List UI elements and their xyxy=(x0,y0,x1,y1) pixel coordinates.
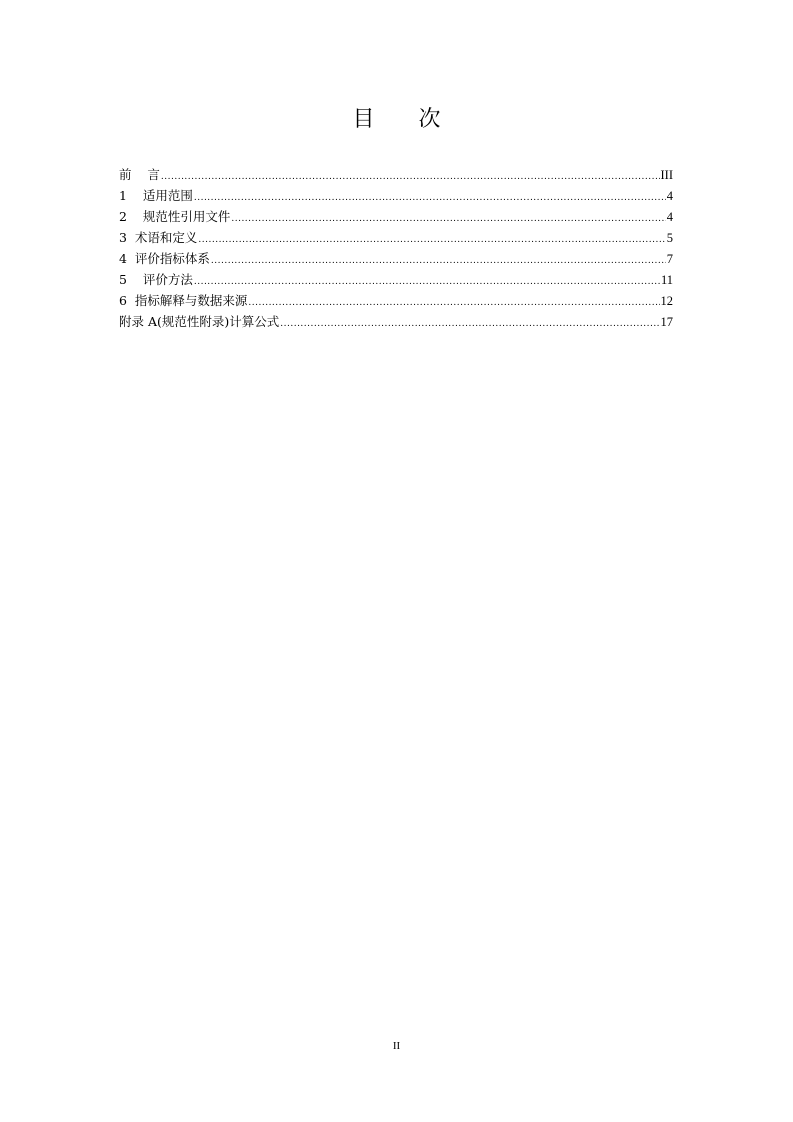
toc-entry-indicator-explanation[interactable] xyxy=(119,290,673,311)
toc-entry-preface[interactable] xyxy=(119,164,673,185)
toc-dot-leader xyxy=(194,188,666,209)
toc-dot-leader xyxy=(198,230,665,251)
toc-entry-page: 11 xyxy=(660,273,673,287)
toc-entry-label: 附录 A(规范性附录)计算公式 xyxy=(119,314,280,329)
toc-title-char-2: 次 xyxy=(418,107,441,132)
toc-dot-leader xyxy=(280,314,659,335)
toc-entry-page: 5 xyxy=(666,231,673,245)
toc-entry-page: 12 xyxy=(660,294,673,308)
toc-entry-evaluation-method[interactable] xyxy=(119,269,673,290)
toc-entry-label: 前 言 xyxy=(119,167,160,182)
toc-entry-label: 2 规范性引用文件 xyxy=(119,209,231,224)
toc-entry-scope[interactable] xyxy=(119,185,673,206)
toc-entry-page: 4 xyxy=(666,189,673,203)
toc-entry-terms-definitions[interactable] xyxy=(119,227,673,248)
toc-entry-label: 5 评价方法 xyxy=(119,272,193,287)
footer-page-number: II xyxy=(392,1040,401,1052)
toc-entry-indicator-system[interactable] xyxy=(119,248,673,269)
toc-entry-appendix-a[interactable] xyxy=(119,311,673,332)
toc-entry-page: 17 xyxy=(660,315,673,329)
toc-entry-page: 4 xyxy=(666,210,673,224)
toc-entry-label: 4 评价指标体系 xyxy=(119,251,210,266)
toc-dot-leader xyxy=(211,251,666,272)
toc-title-char-1: 目 xyxy=(352,107,375,132)
toc-entry-page: 7 xyxy=(666,252,673,266)
toc-dot-leader xyxy=(161,167,660,188)
toc-entry-label: 3 术语和定义 xyxy=(119,230,198,245)
toc-dot-leader xyxy=(231,209,665,230)
toc-entry-normative-references[interactable] xyxy=(119,206,673,227)
toc-list xyxy=(119,164,673,332)
toc-entry-page: III xyxy=(660,168,673,182)
toc-dot-leader xyxy=(194,272,660,293)
toc-entry-label: 6 指标解释与数据来源 xyxy=(119,293,248,308)
toc-title xyxy=(0,102,793,133)
toc-entry-label: 1 适用范围 xyxy=(119,188,193,203)
toc-dot-leader xyxy=(248,293,659,314)
